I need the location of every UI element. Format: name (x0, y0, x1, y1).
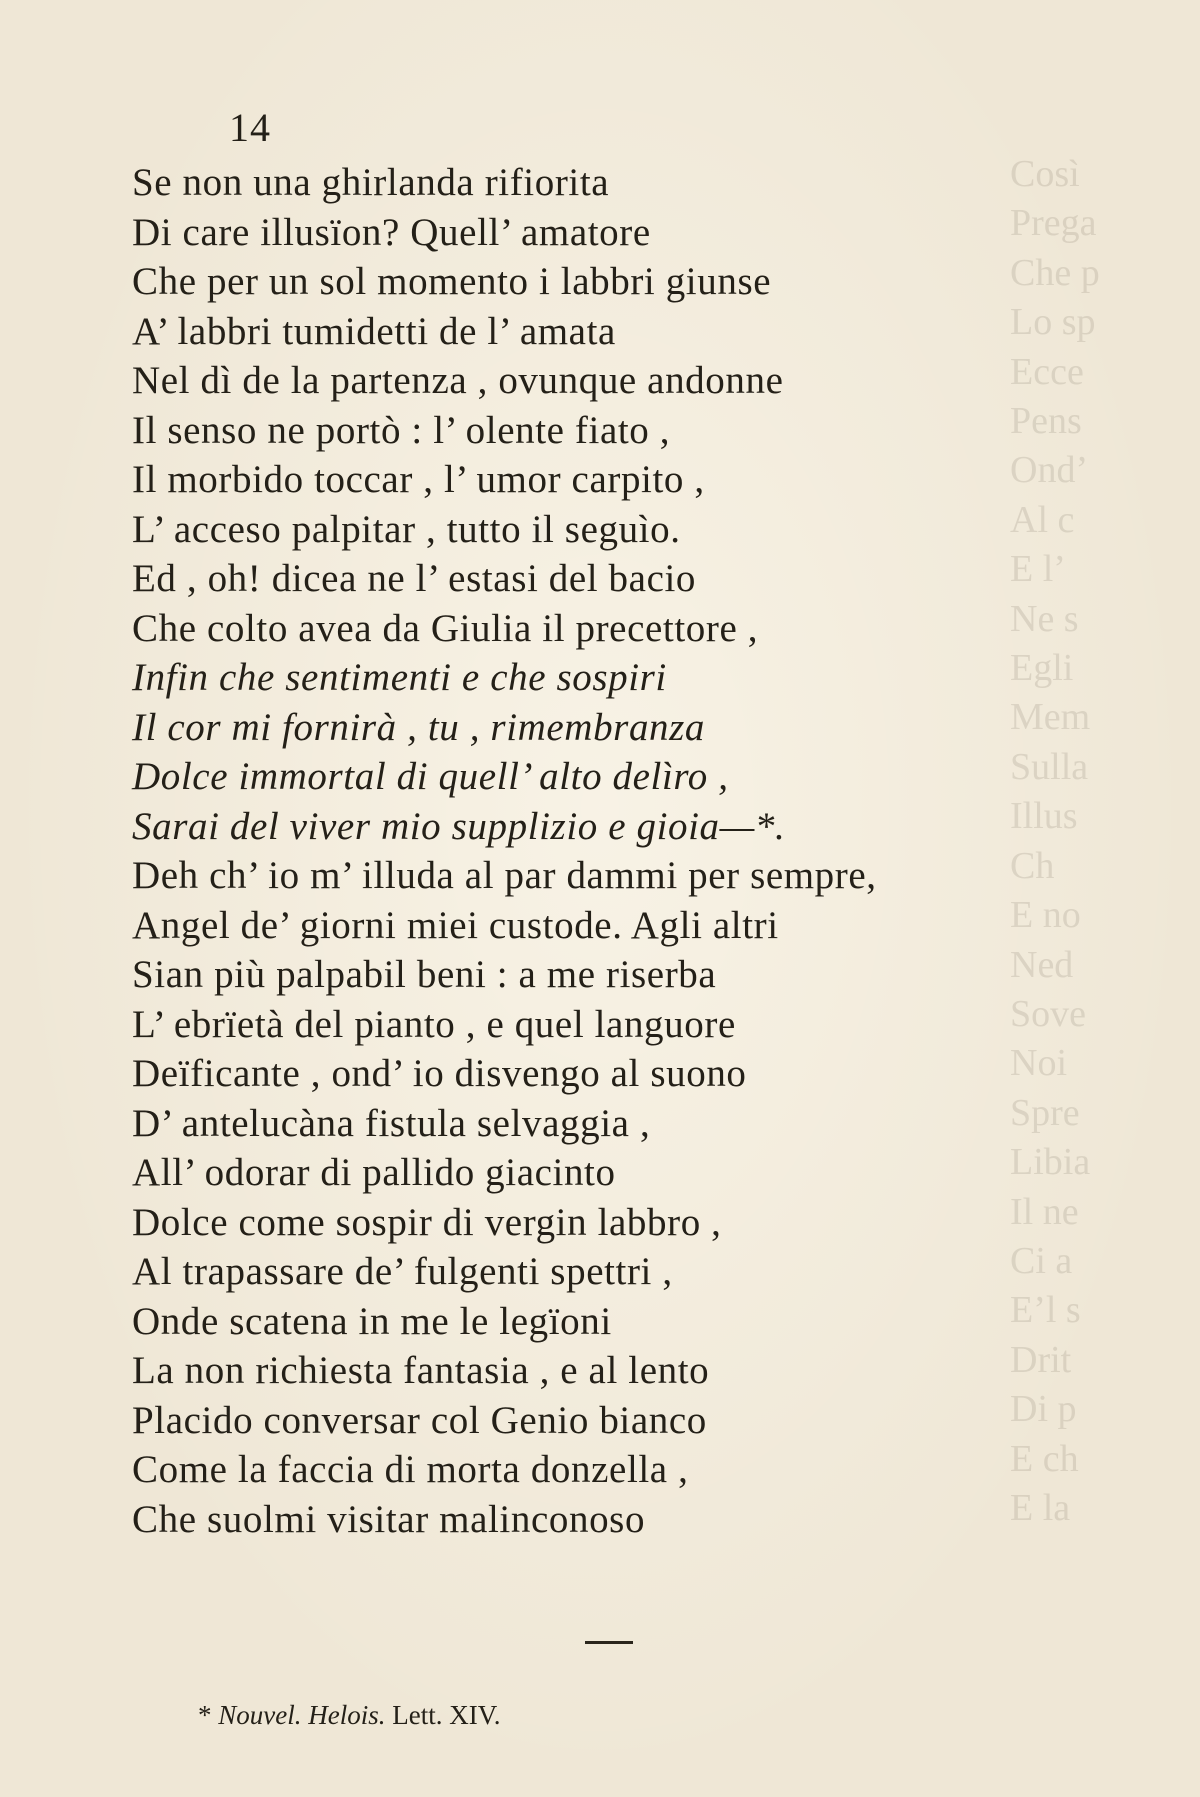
bleed-through-texture: Così Prega Che p Lo sp Ecce Pens Ond’ Al c E l’ Ne s Egli Mem Sulla Illus Ch E no Ned Sove Noi Spre Libia Il ne Ci a E’l s Drit Di p E ch E la (1010, 153, 1100, 1529)
verse-line: Dolce come sospir di vergin labbro , (132, 1200, 722, 1244)
footnote (198, 1700, 500, 1730)
verse-line: D’ antelucàna fistula selvaggia , (132, 1101, 651, 1145)
verse-line: Ed , oh! dicea ne l’ estasi del bacio (132, 557, 697, 600)
verse-line: Dolce immortal di quell’ alto delìro , (132, 755, 729, 798)
footnote-marker: * (198, 1700, 212, 1730)
verse-line: Infin che sentimenti e che sospiri (132, 656, 667, 699)
poem-text (132, 158, 992, 1544)
verse-line: Se non una ghirlanda rifiorita (132, 161, 610, 204)
verse-line: Il senso ne portò : l’ olente fiato , (132, 408, 671, 452)
verse-line: Deïficante , ond’ io disvengo al suono (132, 1052, 747, 1095)
verse-line: Che per un sol momento i labbri giunse (132, 260, 772, 303)
verse-line: Al trapassare de’ fulgenti spettri , (132, 1250, 673, 1293)
verse-line: All’ odorar di pallido giacinto (132, 1151, 616, 1194)
verse-line: Che suolmi visitar malinconoso (132, 1497, 646, 1541)
verse-line: Sian più palpabil beni : a me riserba (132, 953, 717, 996)
footnote-reference: Lett. XIV. (392, 1700, 501, 1730)
verse-line: Onde scatena in me le legïoni (132, 1299, 612, 1343)
verse-line: Deh ch’ io m’ illuda al par dammi per sempre, (132, 854, 877, 897)
verse-line: L’ acceso palpitar , tutto il seguìo. (132, 507, 681, 551)
verse-line: Placido conversar col Genio bianco (132, 1398, 707, 1442)
verse-line: Il cor mi fornirà , tu , rimembranza (132, 705, 706, 749)
verse-line: Nel dì de la partenza , ovunque andonne (132, 359, 784, 402)
verse-line: Che colto avea da Giulia il precettore , (132, 606, 759, 650)
verse-line: Come la faccia di morta donzella , (132, 1448, 689, 1491)
verse-line: Sarai del viver mio supplizio e gioia—*. (132, 804, 786, 848)
verse-line: Angel de’ giorni miei custode. Agli altri (132, 903, 779, 947)
verse-line: Il morbido toccar , l’ umor carpito , (132, 458, 705, 501)
footnote-source: Nouvel. Helois. (218, 1700, 386, 1730)
page-number: 14 (229, 105, 271, 150)
verse-line: La non richiesta fantasia , e al lento (132, 1349, 710, 1392)
verse-line: L’ ebrïetà del pianto , e quel languore (132, 1002, 736, 1046)
verse-line: A’ labbri tumidetti de l’ amata (132, 309, 616, 353)
verse-line: Di care illusïon? Quell’ amatore (132, 210, 651, 254)
section-rule (585, 1641, 633, 1644)
